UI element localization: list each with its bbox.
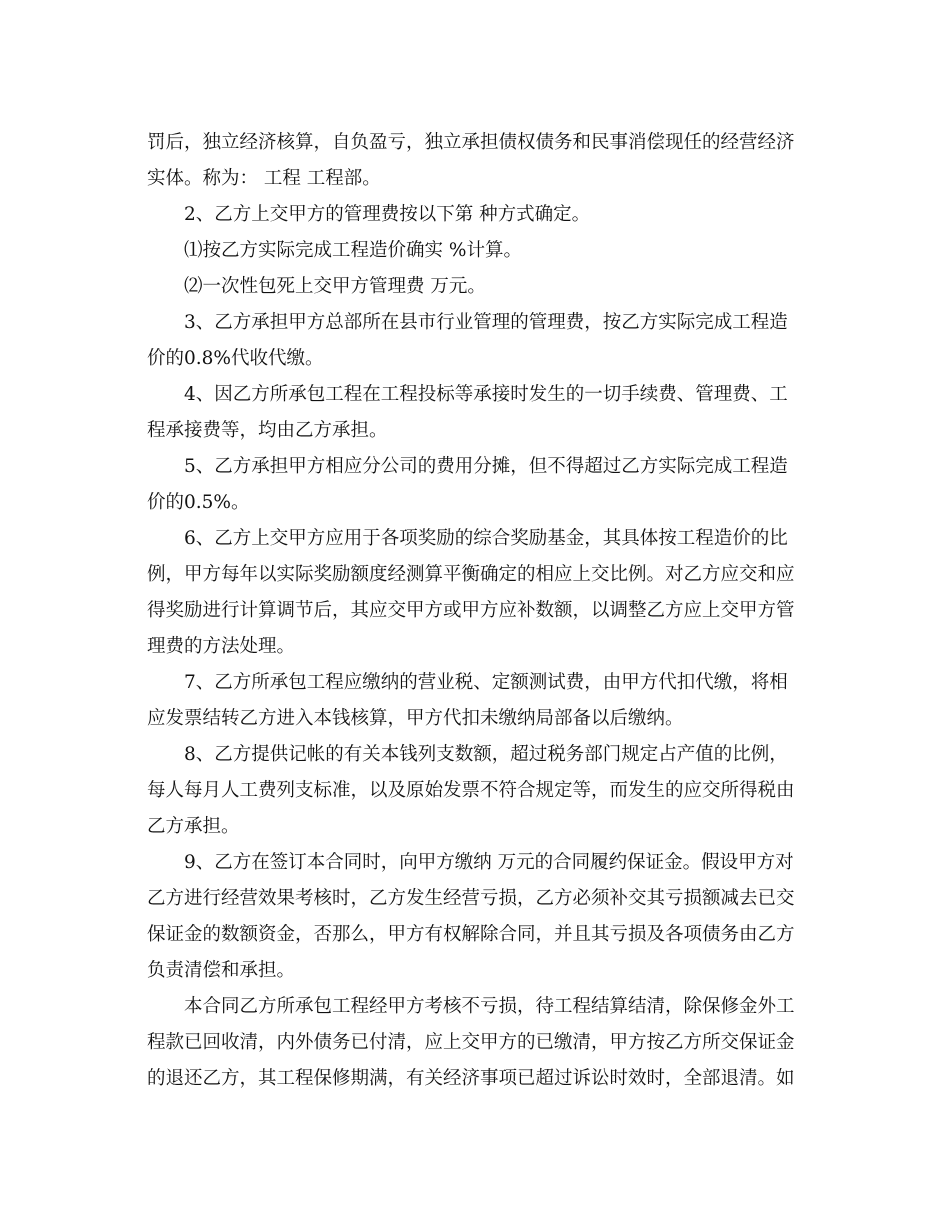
paragraph — [147, 845, 807, 989]
paragraph — [147, 233, 807, 269]
text-line: 9、乙方在签订本合同时，向甲方缴纳 万元的合同履约保证金。假设甲方对 — [184, 852, 794, 873]
text-line: 程承接费等，均由乙方承担。 — [147, 420, 388, 441]
paragraph — [147, 197, 807, 233]
text-line: ⑴按乙方实际完成工程造价确实 %计算。 — [184, 240, 522, 261]
text-line: 本合同乙方所承包工程经甲方考核不亏损，待工程结算结清，除保修金外工 — [184, 996, 795, 1017]
text-line: 7、乙方所承包工程应缴纳的营业税、定额测试费，由甲方代扣代缴，将相 — [184, 672, 788, 693]
text-line: 2、乙方上交甲方的管理费按以下第 种方式确定。 — [184, 204, 591, 225]
paragraph — [147, 269, 807, 305]
text-line: 价的0.5%。 — [147, 492, 250, 513]
text-line: 乙方进行经营效果考核时，乙方发生经营亏损，乙方必须补交其亏损额减去已交 — [147, 888, 795, 909]
text-line: 4、因乙方所承包工程在工程投标等承接时发生的一切手续费、管理费、工 — [184, 384, 788, 405]
text-line: ⑵一次性包死上交甲方管理费 万元。 — [184, 276, 486, 297]
text-line: 价的0.8%代收代缴。 — [147, 348, 324, 369]
text-line: 3、乙方承担甲方总部所在县市行业管理的管理费，按乙方实际完成工程造 — [184, 312, 788, 333]
text-line: 应发票结转乙方进入本钱核算，甲方代扣未缴纳局部备以后缴纳。 — [147, 708, 684, 729]
text-line: 理费的方法处理。 — [147, 636, 296, 657]
text-line: 程款已回收清，内外债务已付清，应上交甲方的已缴清，甲方按乙方所交保证金 — [147, 1032, 795, 1053]
text-line: 乙方承担。 — [147, 816, 240, 837]
text-line: 负责清偿和承担。 — [147, 960, 296, 981]
text-line: 罚后，独立经济核算，自负盈亏，独立承担债权债务和民事消偿现任的经营经济 — [147, 132, 795, 153]
paragraph — [147, 125, 807, 197]
paragraph — [147, 305, 807, 377]
paragraph — [147, 521, 807, 665]
paragraph — [147, 449, 807, 521]
paragraph — [147, 665, 807, 737]
contract-body-text — [147, 125, 807, 1097]
text-line: 实体。称为： 工程 工程部。 — [147, 168, 381, 189]
paragraph — [147, 377, 807, 449]
paragraph — [147, 989, 807, 1097]
text-line: 每人每月人工费列支标准，以及原始发票不符合规定等，而发生的应交所得税由 — [147, 780, 795, 801]
text-line: 得奖励进行计算调节后，其应交甲方或甲方应补数额，以调整乙方应上交甲方管 — [147, 600, 795, 621]
text-line: 保证金的数额资金，否那么，甲方有权解除合同，并且其亏损及各项债务由乙方 — [147, 924, 795, 945]
text-line: 的退还乙方，其工程保修期满，有关经济事项已超过诉讼时效时，全部退清。如 — [147, 1068, 795, 1089]
text-line: 例，甲方每年以实际奖励额度经测算平衡确定的相应上交比例。对乙方应交和应 — [147, 564, 795, 585]
text-line: 5、乙方承担甲方相应分公司的费用分摊，但不得超过乙方实际完成工程造 — [184, 456, 788, 477]
text-line: 6、乙方上交甲方应用于各项奖励的综合奖励基金，其具体按工程造价的比 — [184, 528, 788, 549]
paragraph — [147, 737, 807, 845]
text-line: 8、乙方提供记帐的有关本钱列支数额，超过税务部门规定占产值的比例， — [184, 744, 788, 765]
